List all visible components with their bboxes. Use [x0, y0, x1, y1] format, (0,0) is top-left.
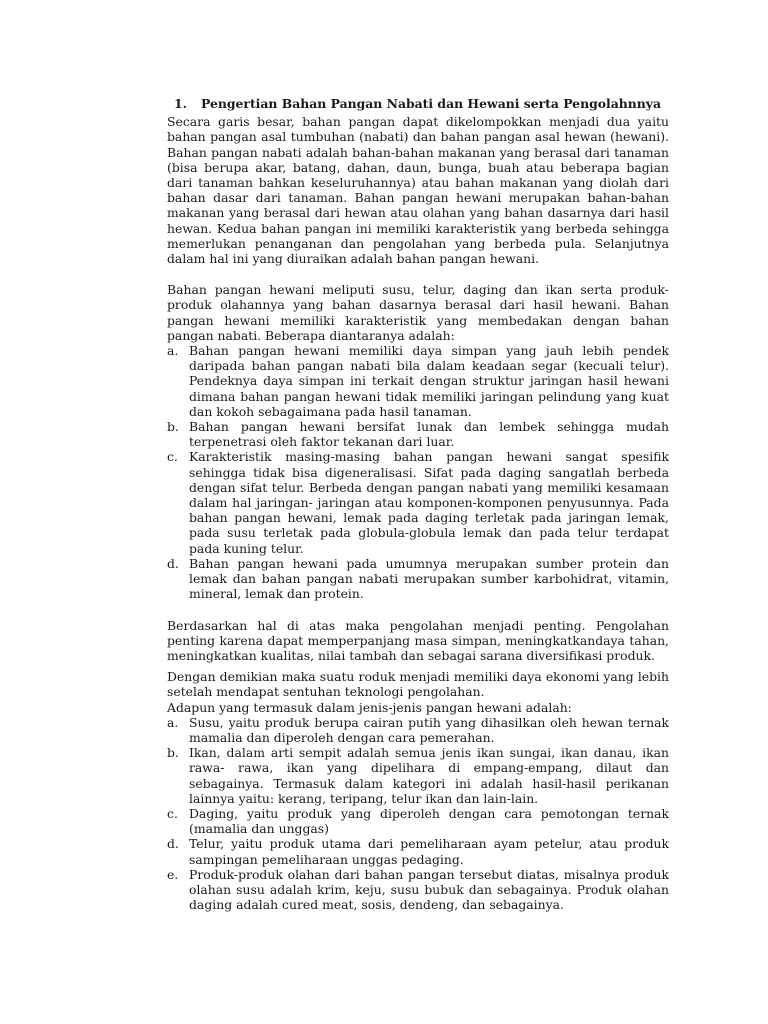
intro-paragraph: Secara garis besar, bahan pangan dapat dikelompokkan menjadi dua yaitu bahan pangan asal tumbuhan (nabati) dan bahan pangan asal hewan (hewani). Bahan pangan nabati adalah bahan-bahan makanan yang berasal dari tanaman (bisa berupa akar, batang, dahan, daun, bunga, buah atau beberapa bagian dari tanaman bahkan keseluruhannya) atau bahan makanan yang diolah dari bahan dasar dari tanaman. Bahan pangan hewani merupakan bahan-bahan makanan yang berasal dari hewan atau olahan yang bahan dasarnya dari hasil hewan. Kedua bahan pangan ini memiliki karakteristik yang berbeda sehingga memerlukan penanganan dan pengolahan yang berbeda pula. Selanjutnya dalam hal ini yang diuraikan adalah bahan pangan hewani. — [167, 114, 669, 267]
processing-paragraph: Berdasarkan hal di atas maka pengolahan menjadi penting. Pengolahan penting karena dapat memperpanjang masa simpan, meningkatkandaya tahan, meningkatkan kualitas, nilai tambah dan sebagai sarana diversifikasi produk. — [167, 617, 669, 663]
list-item — [167, 867, 669, 913]
list-item — [167, 343, 669, 419]
list-item — [167, 836, 669, 866]
list-item-text: Ikan, dalam arti sempit adalah semua jenis ikan sungai, ikan danau, ikan rawa- rawa, ikan yang dipelihara di empang-empang, dilaut dan sebagainya. Termasuk dalam kategori ini adalah hasil-hasil perikanan lainnya yaitu: kerang, teripang, telur ikan dan lain-lain. — [189, 745, 669, 806]
document-content — [167, 96, 669, 912]
economic-value-paragraph: Dengan demikian maka suatu roduk menjadi memiliki daya ekonomi yang lebih setelah mendapat sentuhan teknologi pengolahan. — [167, 669, 669, 700]
list-item — [167, 419, 669, 449]
characteristics-list — [167, 343, 669, 601]
list-item-label: e. — [167, 866, 179, 882]
list-item — [167, 449, 669, 555]
types-intro-paragraph: Adapun yang termasuk dalam jenis-jenis pangan hewani adalah: — [167, 699, 572, 715]
animal-food-paragraph: Bahan pangan hewani meliputi susu, telur, daging dan ikan serta produk-produk olahannya yang bahan dasarnya berasal dari hasil hewani. Bahan pangan hewani memiliki karakteristik yang membedakan dengan bahan pangan nabati. Beberapa diantaranya adalah: — [167, 282, 669, 343]
list-item-label: a. — [167, 343, 179, 359]
section-title: Pengertian Bahan Pangan Nabati dan Hewani serta Pengolahnnya — [201, 96, 661, 111]
list-item-text: Karakteristik masing-masing bahan pangan hewani sangat spesifik sehingga tidak bisa digeneralisasi. Sifat pada daging sangatlah berbeda dengan sifat telur. Berbeda dengan pangan nabati yang memiliki kesamaan dalam hal jaringan- jaringan atau komponen-komponen penyusunnya. Pada bahan pangan hewani, lemak pada daging terletak pada jaringan lemak, pada susu terletak pada globula-globula lemak dan pada telur terdapat pada kuning telur. — [189, 449, 669, 556]
list-item-label: b. — [167, 745, 179, 761]
list-item-label: d. — [167, 555, 179, 571]
list-item-label: a. — [167, 714, 179, 730]
list-item-text: Bahan pangan hewani pada umumnya merupakan sumber protein dan lemak dan bahan pangan nabati merupakan sumber karbohidrat, vitamin, mineral, lemak dan protein. — [189, 555, 669, 602]
list-item — [167, 715, 669, 745]
list-item — [167, 745, 669, 806]
list-item-text: Bahan pangan hewani memiliki daya simpan yang jauh lebih pendek daripada bahan pangan nabati bila dalam keadaan segar (kecuali telur). Pendeknya daya simpan ini terkait dengan struktur jaringan hasil hewani dimana bahan pangan hewani tidak memiliki jaringan pelindung yang kuat dan kokoh sebagaimana pada hasil tanaman. — [189, 343, 669, 419]
list-item-label: c. — [167, 805, 178, 821]
list-item-text: Telur, yaitu produk utama dari pemeliharaan ayam petelur, atau produk sampingan pemeliharaan unggas pedaging. — [189, 836, 669, 867]
list-item-label: c. — [167, 449, 178, 465]
list-item-text: Produk-produk olahan dari bahan pangan tersebut diatas, misalnya produk olahan susu adalah krim, keju, susu bubuk dan sebagainya. Produk olahan daging adalah cured meat, sosis, dendeng, dan sebagainya. — [189, 866, 669, 913]
list-item-label: b. — [167, 419, 179, 435]
list-item-label: d. — [167, 836, 179, 852]
section-heading — [167, 96, 669, 111]
section-number: 1. — [174, 96, 187, 111]
list-item-text: Daging, yaitu produk yang diperoleh dengan cara pemotongan ternak (mamalia dan unggas) — [189, 805, 669, 837]
list-item-text: Bahan pangan hewani bersifat lunak dan lembek sehingga mudah terpenetrasi oleh faktor tekanan dari luar. — [189, 419, 669, 450]
list-item — [167, 806, 669, 836]
list-item-text: Susu, yaitu produk berupa cairan putih yang dihasilkan oleh hewan ternak mamalia dan diperoleh dengan cara pemerahan. — [189, 714, 669, 745]
list-item — [167, 556, 669, 602]
types-list — [167, 715, 669, 913]
